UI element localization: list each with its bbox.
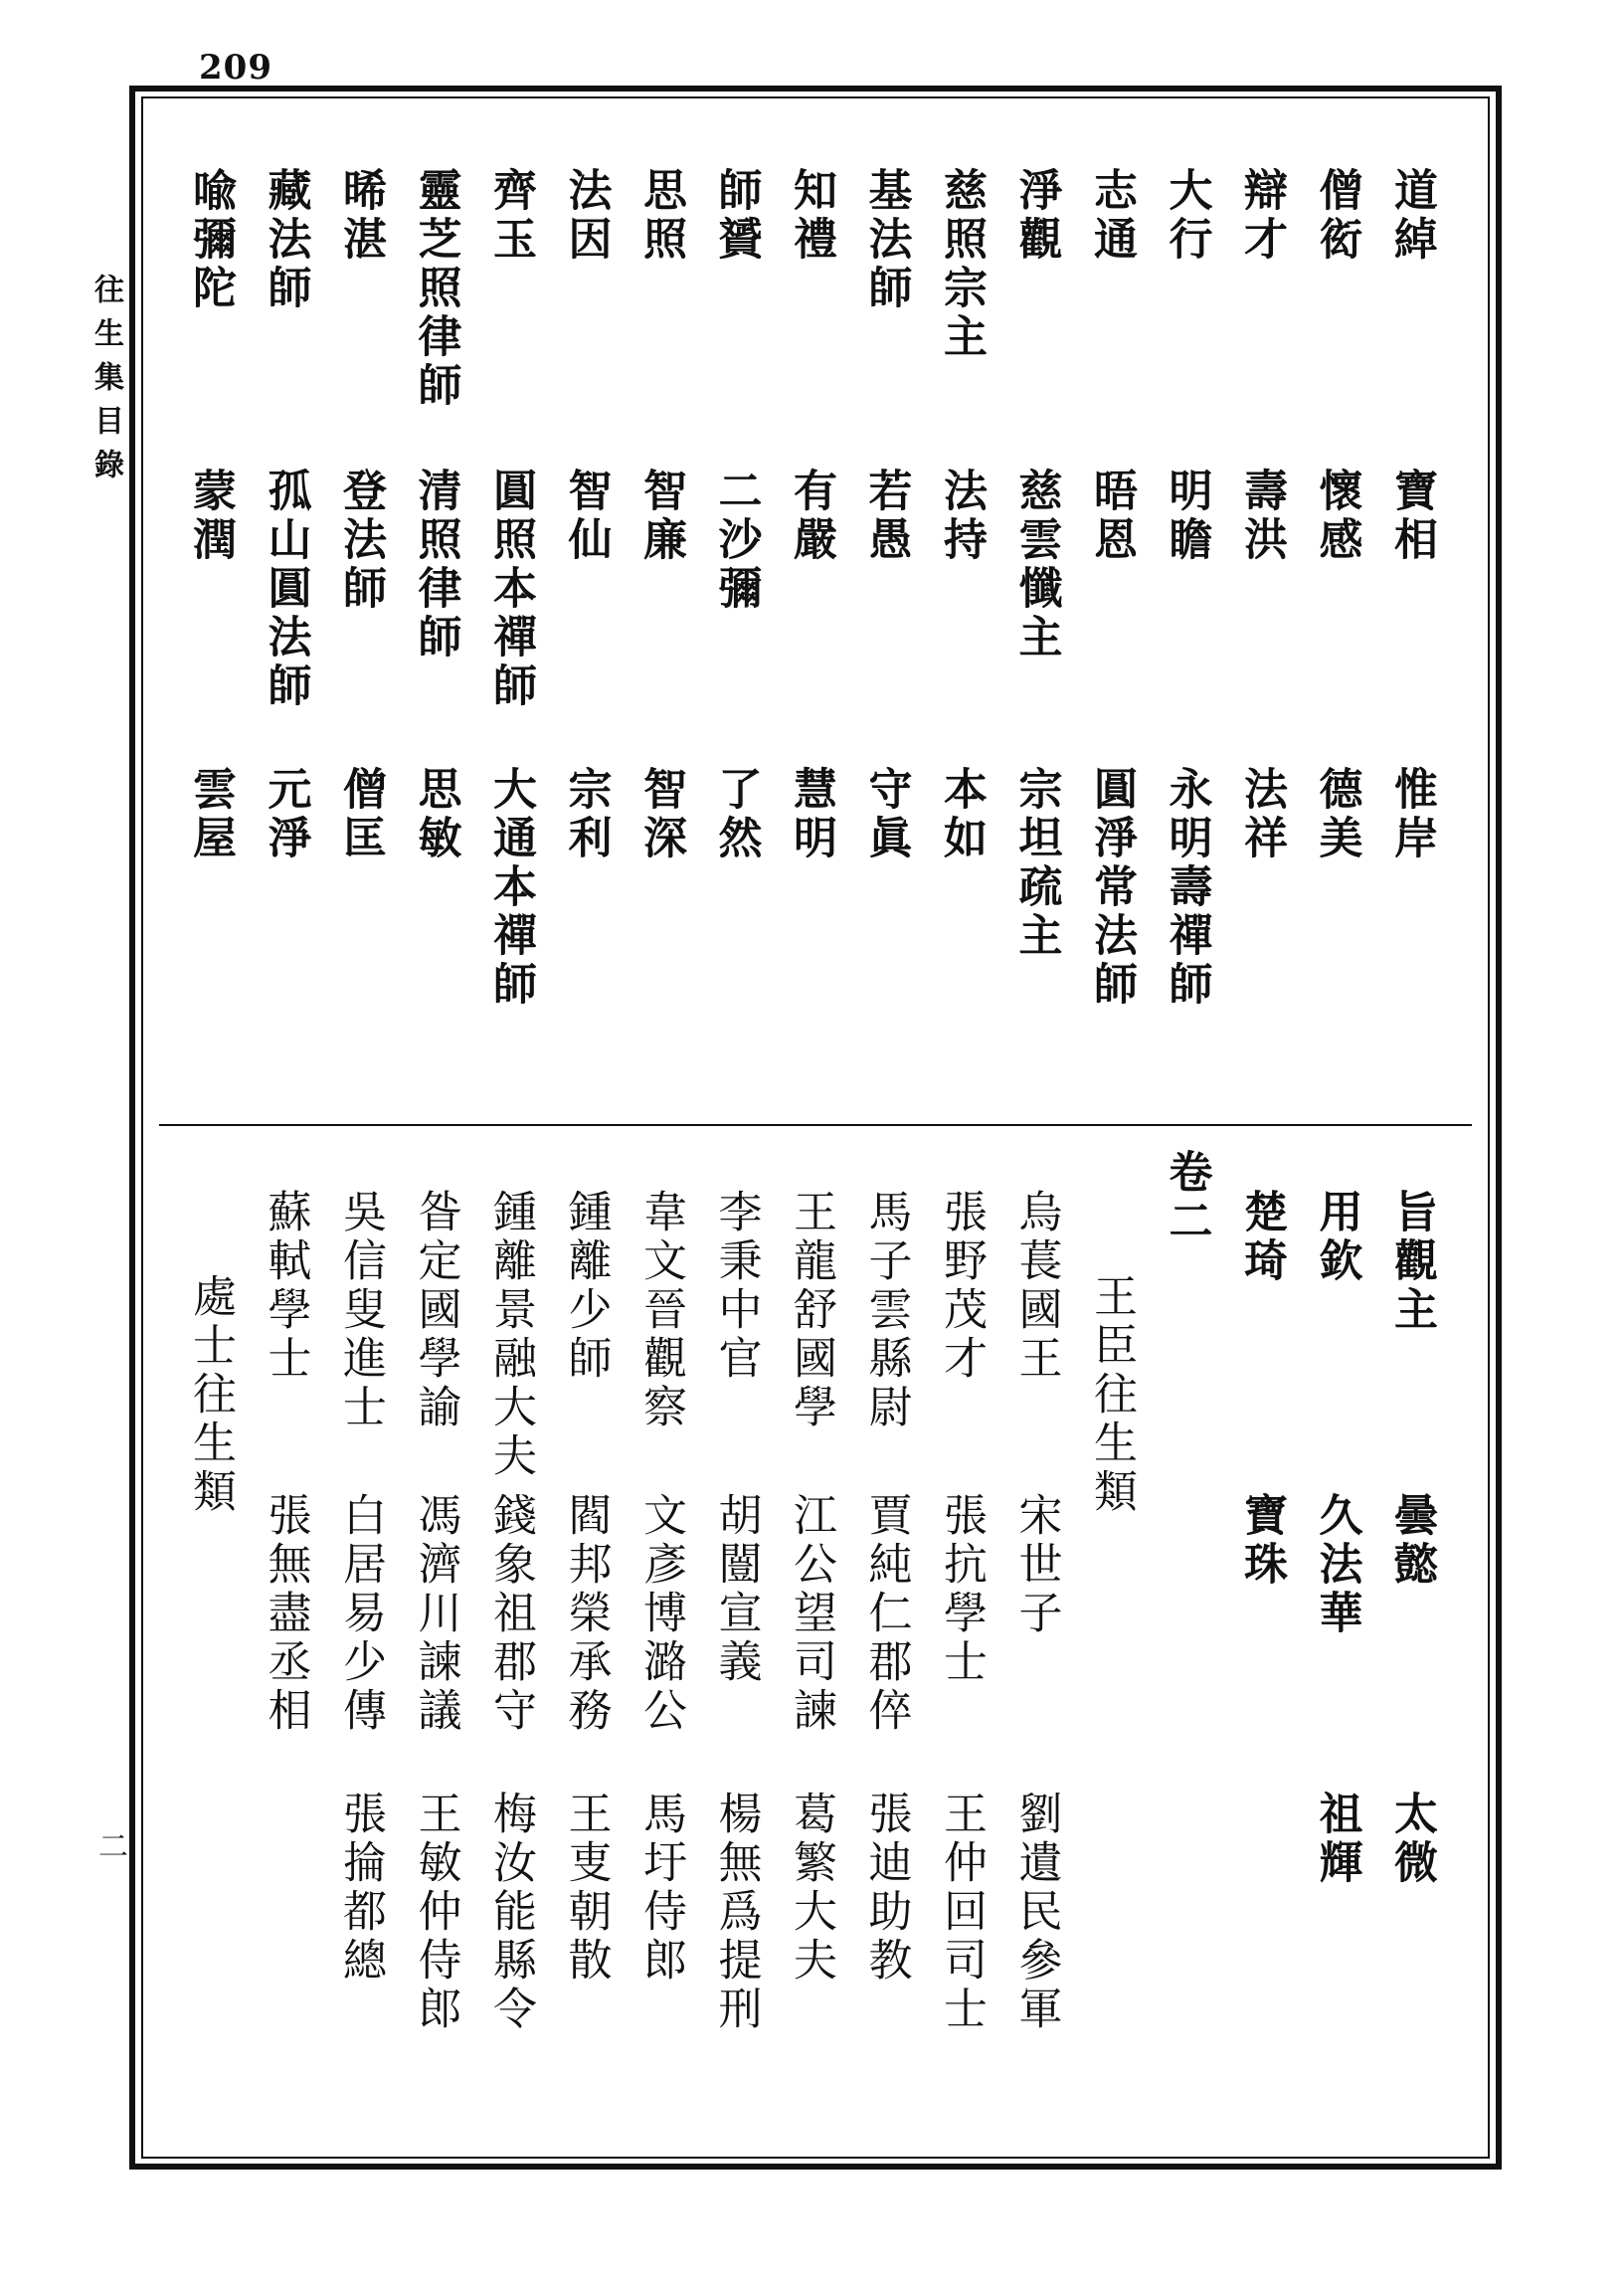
toc-entry: 吳信叟進士 [335, 1189, 386, 1432]
toc-entry: 法因 [560, 167, 612, 265]
page-number: 209 [199, 48, 272, 88]
toc-entry: 德美 [1311, 766, 1362, 863]
toc-entry: 江公望司諫 [786, 1492, 836, 1736]
toc-entry: 壽洪 [1236, 468, 1287, 565]
toc-entry: 元淨 [260, 766, 311, 863]
toc-entry: 旨觀主 [1386, 1189, 1437, 1335]
toc-entry: 智深 [635, 766, 686, 863]
toc-entry: 王叓朝散 [560, 1791, 612, 1986]
toc-entry: 太微 [1386, 1791, 1437, 1888]
toc-entry: 知禮 [786, 167, 836, 265]
toc-entry: 宗利 [560, 766, 612, 863]
juan-label: 卷二 [1161, 1149, 1212, 1246]
toc-entry: 張掄都總 [335, 1791, 386, 1986]
toc-entry: 鍾離景融大夫 [485, 1189, 536, 1481]
toc-entry: 宋世子 [1010, 1492, 1062, 1638]
toc-entry: 清照律師 [410, 468, 461, 663]
toc-entry: 法祥 [1236, 766, 1287, 863]
toc-entry: 錢象祖郡守 [485, 1492, 536, 1736]
toc-entry: 有嚴 [786, 468, 836, 565]
toc-entry: 師贇 [710, 167, 762, 265]
toc-entry: 二沙彌 [710, 468, 762, 614]
toc-entry: 懷感 [1311, 468, 1362, 565]
toc-entry: 閻邦榮承務 [560, 1492, 612, 1736]
toc-entry: 宗坦疏主 [1010, 766, 1062, 961]
toc-entry: 張抗學士 [936, 1492, 987, 1687]
toc-entry: 久法華 [1311, 1492, 1362, 1638]
toc-entry: 若愚 [860, 468, 912, 565]
toc-entry: 馬圩侍郎 [635, 1791, 686, 1986]
toc-entry: 馮濟川諫議 [410, 1492, 461, 1736]
toc-entry: 韋文晉觀察 [635, 1189, 686, 1432]
toc-entry: 鍾離少師 [560, 1189, 612, 1384]
toc-entry: 烏萇國王 [1010, 1189, 1062, 1384]
toc-entry: 晞湛 [335, 167, 386, 265]
toc-entry: 辯才 [1236, 167, 1287, 265]
section-heading-wangchen: 王臣往生類 [1086, 1273, 1137, 1517]
toc-entry: 慈雲懺主 [1010, 468, 1062, 663]
toc-entry: 圓照本禪師 [485, 468, 536, 711]
toc-entry: 寶珠 [1236, 1492, 1287, 1590]
margin-title: 往生集目錄 [89, 274, 123, 492]
toc-entry: 僧衒 [1311, 167, 1362, 265]
toc-entry: 法持 [936, 468, 987, 565]
toc-entry: 思敏 [410, 766, 461, 863]
toc-entry: 王龍舒國學 [786, 1189, 836, 1432]
toc-entry: 本如 [936, 766, 987, 863]
toc-entry: 曇懿 [1386, 1492, 1437, 1590]
toc-entry: 慧明 [786, 766, 836, 863]
toc-entry: 智廉 [635, 468, 686, 565]
toc-entry: 永明壽禪師 [1161, 766, 1212, 1010]
toc-entry: 昝定國學諭 [410, 1189, 461, 1432]
toc-entry: 蘇軾學士 [260, 1189, 311, 1384]
toc-entry: 大行 [1161, 167, 1212, 265]
toc-entry: 蒙潤 [185, 468, 236, 565]
toc-entry: 梅汝能縣令 [485, 1791, 536, 2034]
toc-entry: 賈純仁郡倅 [860, 1492, 912, 1736]
toc-entry: 王仲回司士 [936, 1791, 987, 2034]
toc-entry: 惟岸 [1386, 766, 1437, 863]
toc-entry: 了然 [710, 766, 762, 863]
toc-entry: 葛繁大夫 [786, 1791, 836, 1986]
toc-entry: 登法師 [335, 468, 386, 614]
toc-entry: 張野茂才 [936, 1189, 987, 1384]
toc-entry: 雲屋 [185, 766, 236, 863]
toc-entry: 孤山圓法師 [260, 468, 311, 711]
toc-entry: 胡闓宣義 [710, 1492, 762, 1687]
toc-entry: 晤恩 [1086, 468, 1137, 565]
toc-entry: 白居易少傳 [335, 1492, 386, 1736]
toc-entry: 張無盡丞相 [260, 1492, 311, 1736]
toc-entry: 文彥博潞公 [635, 1492, 686, 1736]
toc-entry: 明瞻 [1161, 468, 1212, 565]
toc-entry: 李秉中官 [710, 1189, 762, 1384]
toc-entry: 道綽 [1386, 167, 1437, 265]
toc-entry: 慈照宗主 [936, 167, 987, 362]
toc-entry: 圓淨常法師 [1086, 766, 1137, 1010]
toc-entry: 大通本禪師 [485, 766, 536, 1010]
toc-entry: 張迪助教 [860, 1791, 912, 1986]
toc-entry: 守眞 [860, 766, 912, 863]
toc-entry: 思照 [635, 167, 686, 265]
toc-entry: 楊無爲提刑 [710, 1791, 762, 2034]
toc-entry: 藏法師 [260, 167, 311, 313]
margin-page-number: 二 [92, 1830, 127, 1860]
section-divider [159, 1124, 1472, 1126]
toc-entry: 楚琦 [1236, 1189, 1287, 1286]
toc-entry: 王敏仲侍郎 [410, 1791, 461, 2034]
toc-entry: 淨觀 [1010, 167, 1062, 265]
toc-entry: 僧匡 [335, 766, 386, 863]
toc-entry: 齊玉 [485, 167, 536, 265]
toc-entry: 寶相 [1386, 468, 1437, 565]
toc-entry: 靈芝照律師 [410, 167, 461, 411]
toc-entry: 基法師 [860, 167, 912, 313]
toc-entry: 祖輝 [1311, 1791, 1362, 1888]
toc-entry: 馬子雲縣尉 [860, 1189, 912, 1432]
toc-entry: 喩彌陀 [185, 167, 236, 313]
section-heading-chushi: 處士往生類 [185, 1273, 236, 1517]
toc-entry: 志通 [1086, 167, 1137, 265]
toc-entry: 用欽 [1311, 1189, 1362, 1286]
toc-entry: 智仙 [560, 468, 612, 565]
toc-entry: 劉遺民參軍 [1010, 1791, 1062, 2034]
